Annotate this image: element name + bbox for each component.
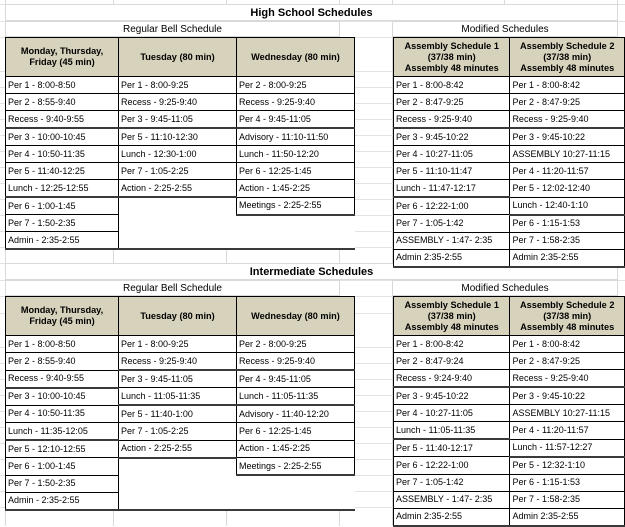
col-header-wednesday (237, 38, 355, 77)
cell: Admin 2:35-2:55 (510, 508, 625, 526)
col-header-line: Assembly 48 minutes (520, 62, 615, 73)
cell: Recess - 9:40-9:55 (6, 370, 119, 388)
col-header-line: (37/38 min) (543, 51, 592, 62)
table-row (6, 77, 355, 94)
table-row (394, 439, 625, 457)
cell: Per 6 - 12:22-1:00 (394, 457, 510, 475)
cell: Per 7 - 1:05-2:25 (119, 163, 237, 180)
cell: Per 1 - 8:00-9:25 (119, 336, 237, 353)
table-row (394, 94, 625, 111)
table-row (394, 457, 625, 475)
cell: Admin 2:35-2:55 (510, 249, 625, 267)
col-header-line: Assembly Schedule 1 (404, 299, 499, 310)
cell: Per 5 - 11:40-12:17 (394, 439, 510, 457)
cell-empty (119, 492, 237, 510)
table-row (394, 491, 625, 508)
cell: Per 4 - 11:20-11:57 (510, 163, 625, 180)
cell: Per 5 - 12:10-12:55 (6, 440, 119, 458)
table-modified-intermediate (393, 296, 625, 527)
table-header-row (394, 38, 625, 77)
cell-empty (119, 215, 237, 232)
section-title-intermediate: Intermediate Schedules (5, 263, 618, 280)
cell: Recess - 9:25-9:40 (237, 353, 355, 371)
table-row (394, 249, 625, 267)
table-row (6, 458, 355, 476)
table-row (6, 353, 355, 371)
cell: Per 1 - 8:00-9:25 (119, 77, 237, 94)
cell: Per 6 - 1:00-1:45 (6, 458, 119, 476)
col-header-line: Assembly Schedule 1 (404, 40, 499, 51)
cell: Per 7 - 1:58-2:35 (510, 491, 625, 508)
cell-empty (119, 475, 237, 492)
cell: Per 7 - 1:05-1:42 (394, 215, 510, 233)
cell-empty (119, 232, 237, 250)
cell: Recess - 9:25-9:40 (119, 353, 237, 371)
col-header-assembly-schedule-2 (510, 38, 625, 77)
cell: Per 5 - 12:02-12:40 (510, 180, 625, 198)
table-row (6, 146, 355, 163)
table-row (6, 197, 355, 215)
table-header-row (6, 38, 355, 77)
cell: Per 3 - 9:45-10:22 (510, 128, 625, 146)
table-row (6, 232, 355, 250)
cell: Admin 2:35-2:55 (394, 249, 510, 267)
cell: ASSEMBLY - 1:47- 2:35 (394, 232, 510, 249)
cell: Per 6 - 1:15-1:53 (510, 215, 625, 233)
table-row (6, 128, 355, 146)
table-row (394, 111, 625, 129)
cell: Advisory - 11:40-12:20 (237, 405, 355, 423)
cell: Recess - 9:25-9:40 (510, 370, 625, 388)
cell-empty (237, 215, 355, 232)
table-row (394, 180, 625, 198)
cell: Per 7 - 1:05-1:42 (394, 474, 510, 491)
cell: Advisory - 11:10-11:50 (237, 128, 355, 146)
cell: Action - 2:25-2:55 (119, 440, 237, 458)
table-row (6, 388, 355, 406)
cell-empty (237, 475, 355, 492)
col-header-label: Wednesday (80 min) (251, 310, 340, 321)
col-header-label: Wednesday (80 min) (251, 51, 340, 62)
table-header-row (6, 297, 355, 336)
col-header-mon-thu-fri (6, 38, 119, 77)
table-row (394, 232, 625, 249)
col-header-label: Tuesday (80 min) (140, 51, 215, 62)
cell: Recess - 9:25-9:40 (119, 94, 237, 111)
col-header-assembly-schedule-2 (510, 297, 625, 336)
table-row (6, 180, 355, 198)
cell: Per 7 - 1:50-2:35 (6, 475, 119, 492)
table-row (6, 423, 355, 441)
cell: Per 1 - 8:00-8:42 (394, 77, 510, 94)
cell: Per 7 - 1:50-2:35 (6, 215, 119, 232)
table-row (394, 163, 625, 180)
table-header-row (394, 297, 625, 336)
table-modified-high-school (393, 37, 625, 268)
cell: Lunch - 11:50-12:20 (237, 146, 355, 163)
cell: Per 1 - 8:00-8:42 (394, 336, 510, 353)
cell-empty (119, 458, 237, 476)
col-header-line: (37/38 min) (427, 310, 476, 321)
table-row (6, 370, 355, 388)
col-header-wednesday (237, 297, 355, 336)
cell: Per 5 - 11:10-12:30 (119, 128, 237, 146)
group-label-regular-high-school: Regular Bell Schedule (5, 21, 340, 37)
cell: Per 1 - 8:00-8:50 (6, 336, 119, 353)
col-header-tuesday (119, 38, 237, 77)
col-header-label: Monday, Thursday, Friday (45 min) (20, 305, 104, 326)
col-header-line: (37/38 min) (427, 51, 476, 62)
cell: Per 7 - 1:05-2:25 (119, 423, 237, 441)
table-row (6, 94, 355, 111)
table-row (6, 492, 355, 510)
cell: Per 2 - 8:47-9:25 (510, 353, 625, 370)
table-row (394, 128, 625, 146)
cell: Meetings - 2:25-2:55 (237, 458, 355, 476)
cell: Lunch - 11:05-11:35 (394, 422, 510, 440)
cell: Per 4 - 10:27-11:05 (394, 405, 510, 422)
group-label-modified-high-school: Modified Schedules (392, 21, 618, 37)
col-header-line: (37/38 min) (543, 310, 592, 321)
table-regular-high-school (5, 37, 355, 250)
cell: Per 3 - 9:45-10:22 (510, 387, 625, 405)
cell: ASSEMBLY 10:27-11:15 (510, 146, 625, 163)
cell: Action - 1:45-2:25 (237, 180, 355, 198)
cell: Per 2 - 8:47-9:25 (394, 94, 510, 111)
cell: Lunch - 12:30-1:00 (119, 146, 237, 163)
table-row (394, 508, 625, 526)
cell: Per 3 - 9:45-11:05 (119, 111, 237, 129)
cell: Per 2 - 8:47-9:24 (394, 353, 510, 370)
cell: Per 3 - 9:45-11:05 (119, 370, 237, 388)
cell: Per 2 - 8:55-9:40 (6, 94, 119, 111)
group-label-regular-intermediate: Regular Bell Schedule (5, 280, 340, 296)
cell: Per 3 - 10:00-10:45 (6, 388, 119, 406)
cell: Per 6 - 1:15-1:53 (510, 474, 625, 491)
cell: Admin - 2:35-2:55 (6, 492, 119, 510)
cell: Recess - 9:24-9:40 (394, 370, 510, 388)
col-header-label: Tuesday (80 min) (140, 310, 215, 321)
table-row (394, 422, 625, 440)
col-header-line: Assembly 48 minutes (404, 321, 499, 332)
table-row (394, 474, 625, 491)
cell: Lunch - 11:05-11:35 (119, 388, 237, 406)
section-title-high-school: High School Schedules (5, 4, 618, 21)
col-header-mon-thu-fri (6, 297, 119, 336)
table-row (394, 215, 625, 233)
table-row (394, 77, 625, 94)
cell: ASSEMBLY 10:27-11:15 (510, 405, 625, 422)
cell: Per 6 - 12:22-1:00 (394, 197, 510, 215)
table-row (6, 440, 355, 458)
cell-empty (237, 492, 355, 510)
col-header-line: Assembly Schedule 2 (519, 299, 615, 310)
col-header-tuesday (119, 297, 237, 336)
cell: Per 3 - 9:45-10:22 (394, 387, 510, 405)
table-row (6, 405, 355, 423)
col-header-label: Monday, Thursday, Friday (45 min) (20, 46, 104, 67)
col-header-assembly-schedule-1 (394, 38, 510, 77)
cell: Per 1 - 8:00-8:42 (510, 77, 625, 94)
cell: Per 6 - 1:00-1:45 (6, 197, 119, 215)
cell: Per 1 - 8:00-8:50 (6, 77, 119, 94)
cell: Per 5 - 11:40-1:00 (119, 405, 237, 423)
cell: Admin - 2:35-2:55 (6, 232, 119, 250)
cell: Recess - 9:25-9:40 (394, 111, 510, 129)
cell: Lunch - 11:35-12:05 (6, 423, 119, 441)
col-header-line: Assembly 48 minutes (404, 62, 499, 73)
col-header-line: Assembly Schedule 2 (519, 40, 615, 51)
table-regular-intermediate (5, 296, 355, 511)
table-row (394, 146, 625, 163)
cell: Recess - 9:25-9:40 (237, 94, 355, 111)
cell: Lunch - 12:25-12:55 (6, 180, 119, 198)
cell: Meetings - 2:25-2:55 (237, 197, 355, 215)
cell: Per 6 - 12:25-1:45 (237, 163, 355, 180)
cell: Per 3 - 10:00-10:45 (6, 128, 119, 146)
cell: Per 5 - 11:10-11:47 (394, 163, 510, 180)
cell: Per 4 - 9:45-11:05 (237, 370, 355, 388)
cell: Lunch - 11:05-11:35 (237, 388, 355, 406)
cell: Per 5 - 12:32-1:10 (510, 457, 625, 475)
cell: Per 1 - 8:00-8:42 (510, 336, 625, 353)
col-header-assembly-schedule-1 (394, 297, 510, 336)
table-row (394, 387, 625, 405)
cell: Per 6 - 12:25-1:45 (237, 423, 355, 441)
cell: Action - 1:45-2:25 (237, 440, 355, 458)
col-header-line: Assembly 48 minutes (520, 321, 615, 332)
table-row (6, 215, 355, 232)
cell: Admin 2:35-2:55 (394, 508, 510, 526)
cell-empty (237, 232, 355, 250)
cell: Per 4 - 9:45-11:05 (237, 111, 355, 129)
cell: Per 4 - 10:50-11:35 (6, 405, 119, 423)
group-label-modified-intermediate: Modified Schedules (392, 280, 618, 296)
cell: Per 4 - 10:50-11:35 (6, 146, 119, 163)
cell: Per 2 - 8:00-9:25 (237, 77, 355, 94)
cell: Per 4 - 10:27-11:05 (394, 146, 510, 163)
cell: Recess - 9:40-9:55 (6, 111, 119, 129)
table-row (6, 336, 355, 353)
cell: Per 4 - 11:20-11:57 (510, 422, 625, 440)
cell: Recess - 9:25-9:40 (510, 111, 625, 129)
cell: Per 2 - 8:47-9:25 (510, 94, 625, 111)
table-row (394, 353, 625, 370)
cell: Action - 2:25-2:55 (119, 180, 237, 198)
cell: Per 7 - 1:58-2:35 (510, 232, 625, 249)
cell: ASSEMBLY - 1:47- 2:35 (394, 491, 510, 508)
table-row (6, 475, 355, 492)
table-row (394, 405, 625, 422)
cell: Per 2 - 8:55-9:40 (6, 353, 119, 371)
table-row (394, 197, 625, 215)
cell: Lunch - 11:47-12:17 (394, 180, 510, 198)
table-row (6, 111, 355, 129)
table-row (394, 370, 625, 388)
table-row (394, 336, 625, 353)
cell-empty (119, 197, 237, 215)
cell: Per 3 - 9:45-10:22 (394, 128, 510, 146)
table-row (6, 163, 355, 180)
cell: Lunch - 12:40-1:10 (510, 197, 625, 215)
cell: Per 2 - 8:00-9:25 (237, 336, 355, 353)
cell: Per 5 - 11:40-12:25 (6, 163, 119, 180)
cell: Lunch - 11:57-12:27 (510, 439, 625, 457)
